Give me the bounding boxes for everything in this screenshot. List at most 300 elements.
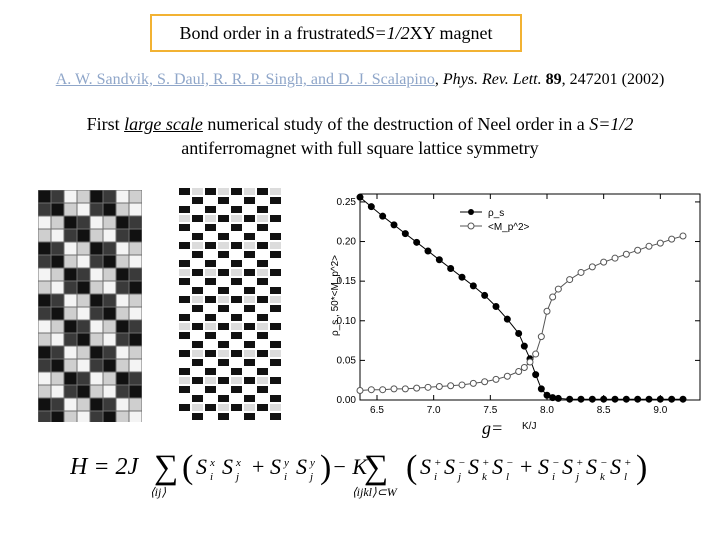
lattice-cell	[244, 377, 255, 384]
plot-frame	[360, 194, 700, 400]
lattice-cell	[205, 188, 216, 195]
lattice-cell	[39, 204, 51, 216]
x-tick-label: 8.5	[596, 405, 611, 416]
lattice-cell	[205, 395, 216, 402]
hamiltonian-formula	[70, 440, 670, 500]
lattice-cell	[231, 287, 242, 294]
lattice-cell	[257, 386, 268, 393]
x-tick-label: 7.5	[483, 405, 498, 416]
lattice-cell	[257, 242, 268, 249]
data-point-1	[470, 380, 476, 386]
lattice-cell	[270, 305, 281, 312]
lattice-cell	[104, 204, 116, 216]
svg-text:S: S	[420, 454, 431, 479]
svg-text:S: S	[610, 454, 621, 479]
data-point-0	[612, 396, 618, 402]
lattice-cell	[78, 282, 90, 294]
lattice-cell	[192, 395, 203, 402]
authors-link[interactable]: A. W. Sandvik, S. Daul, R. R. P. Singh, and D. J. Scalapino	[55, 71, 435, 88]
svg-text:−: −	[458, 457, 466, 469]
lattice-cell	[104, 347, 116, 359]
title-text-pre: Bond order in a frustrated	[179, 22, 366, 43]
lattice-cell	[78, 243, 90, 255]
lattice-cell	[205, 278, 216, 285]
lattice-cell	[205, 224, 216, 231]
lattice-cell	[192, 260, 203, 267]
formula-minus-k: − K	[332, 454, 368, 479]
lattice-cell	[231, 350, 242, 357]
data-point-0	[482, 292, 488, 298]
lattice-cell	[270, 224, 281, 231]
lattice-cell	[231, 242, 242, 249]
lattice-cell	[117, 360, 129, 372]
g-annotation: g=	[482, 418, 504, 438]
lattice-cell	[257, 260, 268, 267]
lattice-cell	[205, 251, 216, 258]
lattice-cell	[205, 296, 216, 303]
lattice-cell	[65, 217, 77, 229]
data-point-0	[425, 248, 431, 254]
lattice-cell	[130, 373, 142, 385]
lattice-cell	[78, 295, 90, 307]
data-point-0	[521, 343, 527, 349]
lattice-cell	[104, 321, 116, 333]
lattice-cell	[231, 188, 242, 195]
lattice-cell	[65, 412, 77, 423]
lattice-cell	[130, 334, 142, 346]
lattice-cell	[179, 395, 190, 402]
lattice-cell	[257, 233, 268, 240]
svg-text:S: S	[468, 454, 479, 479]
lattice-cell	[218, 350, 229, 357]
lattice-cell	[130, 399, 142, 411]
lattice-cell	[179, 206, 190, 213]
lattice-cell	[231, 278, 242, 285]
lattice-cell	[244, 368, 255, 375]
svg-text:l: l	[624, 471, 628, 483]
lattice-cell	[257, 287, 268, 294]
svg-text:j: j	[310, 471, 314, 483]
lattice-cell	[244, 323, 255, 330]
lattice-cell	[39, 386, 51, 398]
lattice-cell	[104, 308, 116, 320]
paren-open-1: (	[182, 449, 194, 486]
lattice-cell	[104, 412, 116, 423]
lattice-cell	[179, 224, 190, 231]
y-tick-label: 0.05	[336, 355, 356, 367]
x-axis-label: K/J	[522, 421, 537, 432]
data-point-0	[493, 304, 499, 310]
lattice-cell	[91, 399, 103, 411]
lattice-cell	[179, 296, 190, 303]
lattice-cell	[130, 321, 142, 333]
lattice-cell	[218, 224, 229, 231]
data-point-1	[578, 269, 584, 275]
lattice-cell	[257, 395, 268, 402]
paren-close-2: )	[636, 449, 648, 486]
lattice-cell	[179, 260, 190, 267]
description	[30, 112, 690, 160]
lattice-cell	[130, 230, 142, 242]
svg-text:y: y	[310, 457, 315, 469]
lattice-cell	[244, 395, 255, 402]
lattice-cell	[65, 399, 77, 411]
svg-text:j: j	[576, 471, 580, 483]
lattice-cell	[257, 188, 268, 195]
lattice-cell	[270, 332, 281, 339]
lattice-cell	[257, 215, 268, 222]
lattice-cell	[244, 215, 255, 222]
data-point-0	[357, 194, 363, 200]
lattice-cell	[192, 251, 203, 258]
lattice-cell	[270, 278, 281, 285]
lattice-cell	[270, 206, 281, 213]
lattice-cell	[117, 412, 129, 423]
lattice-cell	[117, 282, 129, 294]
lattice-cell	[218, 314, 229, 321]
lattice-cell	[78, 308, 90, 320]
lattice-cell	[39, 321, 51, 333]
lattice-cell	[205, 269, 216, 276]
lattice-cell	[179, 278, 190, 285]
lattice-cell	[52, 282, 64, 294]
slide-title	[150, 14, 522, 52]
lattice-cell	[218, 332, 229, 339]
lattice-cell	[270, 341, 281, 348]
lattice-cell	[192, 377, 203, 384]
lattice-cell	[257, 332, 268, 339]
lattice-cell	[65, 308, 77, 320]
lattice-cell	[257, 368, 268, 375]
lattice-cell	[244, 413, 255, 420]
svg-text:k: k	[600, 471, 605, 483]
lattice-cell	[179, 215, 190, 222]
svg-text:−: −	[600, 457, 608, 469]
formula-h: H = 2J	[70, 454, 139, 480]
lattice-cell	[117, 399, 129, 411]
desc-italic: S=1/2	[589, 114, 634, 134]
lattice-cell	[192, 314, 203, 321]
data-point-1	[680, 233, 686, 239]
lattice-cell	[52, 360, 64, 372]
lattice-cell	[244, 260, 255, 267]
lattice-cell	[244, 269, 255, 276]
lattice-cell	[179, 413, 190, 420]
data-point-0	[533, 372, 539, 378]
lattice-cell	[244, 305, 255, 312]
lattice-cell	[91, 230, 103, 242]
svg-text:+: +	[624, 457, 632, 469]
lattice-cell	[130, 282, 142, 294]
data-point-0	[669, 396, 675, 402]
data-point-1	[436, 384, 442, 390]
lattice-cell	[270, 296, 281, 303]
lattice-cell	[192, 305, 203, 312]
svg-text:l: l	[506, 471, 510, 483]
data-point-1	[646, 243, 652, 249]
lattice-cell	[231, 314, 242, 321]
lattice-cell	[244, 341, 255, 348]
desc-underlined: large scale	[124, 114, 203, 134]
lattice-cell	[179, 341, 190, 348]
lattice-cell	[270, 395, 281, 402]
lattice-cell	[192, 233, 203, 240]
lattice-cell	[117, 217, 129, 229]
svg-text:x: x	[210, 457, 215, 469]
data-point-1	[635, 247, 641, 253]
lattice-cell	[65, 204, 77, 216]
lattice-cell	[104, 269, 116, 281]
lattice-cell	[78, 217, 90, 229]
lattice-cell	[130, 386, 142, 398]
lattice-cell	[130, 269, 142, 281]
lattice-cell	[52, 412, 64, 423]
x-tick-label: 6.5	[370, 405, 384, 416]
lattice-cell	[231, 305, 242, 312]
lattice-cell	[179, 368, 190, 375]
columnar-lattice-image	[178, 187, 282, 421]
lattice-cell	[244, 251, 255, 258]
paren-open-2: (	[406, 449, 418, 486]
y-tick-label: 0.15	[336, 276, 356, 288]
lattice-cell	[117, 230, 129, 242]
svg-text:+: +	[482, 457, 490, 469]
lattice-cell	[39, 347, 51, 359]
lattice-cell	[52, 230, 64, 242]
data-point-0	[550, 395, 556, 401]
data-point-1	[368, 387, 374, 393]
lattice-cell	[270, 197, 281, 204]
sum-symbol-2: ∑	[364, 449, 389, 486]
lattice-cell	[91, 269, 103, 281]
data-point-1	[527, 359, 533, 365]
lattice-cell	[257, 341, 268, 348]
lattice-cell	[192, 413, 203, 420]
lattice-cell	[65, 360, 77, 372]
lattice-cell	[192, 197, 203, 204]
svg-text:S: S	[196, 454, 207, 479]
lattice-cell	[205, 386, 216, 393]
lattice-cell	[218, 386, 229, 393]
svg-text:S: S	[586, 454, 597, 479]
citation	[0, 71, 720, 89]
svg-text:−: −	[552, 457, 560, 469]
lattice-cell	[78, 204, 90, 216]
lattice-cell	[231, 404, 242, 411]
lattice-cell	[231, 296, 242, 303]
lattice-cell	[117, 386, 129, 398]
lattice-cell	[231, 269, 242, 276]
lattice-cell	[65, 282, 77, 294]
lattice-cell	[205, 332, 216, 339]
lattice-cell	[104, 399, 116, 411]
lattice-cell	[192, 386, 203, 393]
lattice-cell	[257, 251, 268, 258]
lattice-cell	[244, 242, 255, 249]
lattice-cell	[231, 395, 242, 402]
order-parameter-chart	[322, 186, 712, 432]
lattice-cell	[218, 251, 229, 258]
lattice-cell	[91, 347, 103, 359]
data-point-1	[657, 240, 663, 246]
svg-text:i: i	[284, 471, 288, 483]
lattice-cell	[205, 350, 216, 357]
lattice-cell	[231, 377, 242, 384]
lattice-cell	[130, 412, 142, 423]
lattice-cell	[231, 386, 242, 393]
lattice-cell	[257, 269, 268, 276]
lattice-cell	[231, 224, 242, 231]
data-point-1	[448, 383, 454, 389]
legend-label-mp: <M_p^2>	[488, 222, 530, 233]
data-point-1	[669, 236, 675, 242]
lattice-cell	[270, 233, 281, 240]
lattice-cell	[65, 191, 77, 203]
lattice-cell	[91, 360, 103, 372]
data-point-0	[414, 239, 420, 245]
x-tick-label: 7.0	[426, 405, 441, 416]
lattice-cell	[205, 242, 216, 249]
lattice-cell	[192, 206, 203, 213]
desc-part1: First	[86, 114, 125, 134]
data-point-1	[521, 365, 527, 371]
lattice-cell	[52, 334, 64, 346]
lattice-cell	[205, 305, 216, 312]
svg-text:j: j	[458, 471, 462, 483]
data-point-0	[589, 396, 595, 402]
data-point-0	[646, 396, 652, 402]
lattice-cell	[65, 321, 77, 333]
lattice-cell	[52, 373, 64, 385]
lattice-cell	[244, 404, 255, 411]
lattice-cell	[231, 233, 242, 240]
lattice-cell	[91, 321, 103, 333]
lattice-cell	[65, 295, 77, 307]
lattice-cell	[179, 404, 190, 411]
lattice-cell	[244, 332, 255, 339]
lattice-cell	[205, 206, 216, 213]
lattice-cell	[231, 197, 242, 204]
lattice-cell	[78, 412, 90, 423]
lattice-cell	[205, 287, 216, 294]
lattice-cell	[65, 269, 77, 281]
lattice-cell	[192, 323, 203, 330]
lattice-cell	[117, 204, 129, 216]
lattice-cell	[91, 256, 103, 268]
lattice-cell	[117, 373, 129, 385]
svg-text:i: i	[552, 471, 556, 483]
data-point-0	[657, 396, 663, 402]
lattice-cell	[52, 308, 64, 320]
lattice-cell	[218, 368, 229, 375]
lattice-cell	[78, 321, 90, 333]
lattice-cell	[205, 341, 216, 348]
lattice-cell	[179, 323, 190, 330]
lattice-cell	[39, 269, 51, 281]
lattice-cell	[205, 197, 216, 204]
journal-volume: 89	[545, 71, 562, 88]
lattice-cell	[130, 204, 142, 216]
lattice-cell	[91, 243, 103, 255]
lattice-cell	[130, 347, 142, 359]
lattice-cell	[65, 386, 77, 398]
lattice-cell	[218, 233, 229, 240]
svg-text:i: i	[434, 471, 438, 483]
data-point-0	[680, 396, 686, 402]
lattice-cell	[52, 269, 64, 281]
lattice-cell	[78, 256, 90, 268]
lattice-cell	[205, 323, 216, 330]
lattice-cell	[39, 256, 51, 268]
data-point-1	[414, 385, 420, 391]
lattice-cell	[257, 296, 268, 303]
x-tick-label: 8.0	[540, 405, 554, 416]
lattice-cell	[39, 308, 51, 320]
svg-text:S: S	[492, 454, 503, 479]
lattice-cell	[218, 287, 229, 294]
lattice-cell	[231, 341, 242, 348]
lattice-cell	[104, 256, 116, 268]
lattice-cell	[192, 278, 203, 285]
lattice-cell	[218, 197, 229, 204]
lattice-cell	[104, 295, 116, 307]
lattice-cell	[257, 377, 268, 384]
data-point-1	[623, 251, 629, 257]
svg-text:S: S	[222, 454, 233, 479]
lattice-cell	[130, 217, 142, 229]
lattice-cell	[244, 278, 255, 285]
lattice-cell	[231, 413, 242, 420]
svg-text:i: i	[210, 471, 214, 483]
lattice-cell	[205, 359, 216, 366]
svg-text:−: −	[506, 457, 514, 469]
data-point-0	[504, 316, 510, 322]
svg-text:S: S	[538, 454, 549, 479]
lattice-cell	[270, 251, 281, 258]
lattice-cell	[257, 323, 268, 330]
lattice-cell	[270, 413, 281, 420]
legend	[460, 208, 530, 233]
lattice-cell	[65, 230, 77, 242]
lattice-cell	[39, 243, 51, 255]
lattice-cell	[270, 314, 281, 321]
lattice-cell	[205, 233, 216, 240]
lattice-cell	[52, 191, 64, 203]
lattice-cell	[52, 204, 64, 216]
data-point-0	[601, 396, 607, 402]
lattice-cell	[65, 256, 77, 268]
lattice-cell	[270, 359, 281, 366]
y-tick-label: 0.00	[336, 395, 356, 406]
data-point-1	[425, 384, 431, 390]
data-point-0	[516, 330, 522, 336]
lattice-cell	[192, 242, 203, 249]
lattice-cell	[39, 399, 51, 411]
data-point-0	[578, 396, 584, 402]
lattice-cell	[244, 233, 255, 240]
svg-text:+: +	[252, 454, 265, 479]
lattice-cell	[205, 368, 216, 375]
title-text-post: XY magnet	[409, 22, 493, 43]
data-point-0	[470, 283, 476, 289]
lattice-cell	[270, 215, 281, 222]
lattice-cell	[52, 243, 64, 255]
lattice-cell	[117, 321, 129, 333]
lattice-cell	[218, 188, 229, 195]
lattice-cell	[205, 260, 216, 267]
lattice-cell	[218, 323, 229, 330]
svg-text:S: S	[562, 454, 573, 479]
